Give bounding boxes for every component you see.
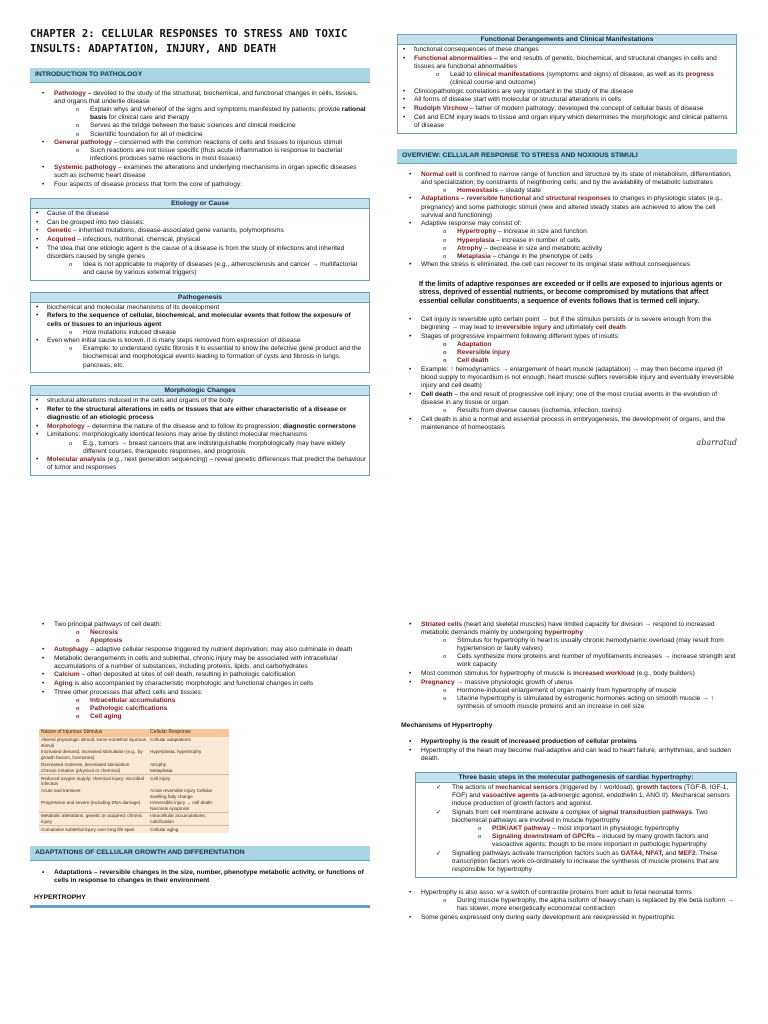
list-item: • Can be grouped into two classes: — [33, 219, 367, 227]
list-item: • structural alterations induced in the cells and organs of the body — [33, 397, 367, 405]
three-steps-heading: Three basic steps in the molecular pathogenesis of cardiac hypertrophy: — [415, 772, 737, 783]
table-row: Progressive and severe (including DNA damage) Irreversible injury → cell death Necrosis Apoptosis — [41, 800, 212, 811]
list-item: • Refer to the structural alterations in cells or tissues that are either characteristic of a disease or diagnostic of an etiologic process — [33, 406, 367, 422]
overview-list — [397, 171, 737, 270]
list-item: • Cell injury is reversible upto certain point → but if the stimulus persists or is severe enough from the beginning → may lead to irreversible injury and ultimately cell death — [397, 316, 737, 332]
list-item: • When the stress is eliminated, the cell can recover to its original state without consequences — [397, 261, 737, 269]
list-item: • Aging is also accompanied by characteristic morphologic and functional changes in cells — [30, 680, 370, 688]
intro-list — [30, 90, 370, 189]
list-item: o Results from diverse causes (ischemia, infection, toxins) — [421, 407, 737, 415]
list-item: o How mutations induced disease — [47, 329, 367, 337]
list-item: • Cell death – the end result of progressive cell injury; one of the most crucial events in the evolution of disease in any tissue or organ o Results from diverse causes (ischemia, infection, toxins) — [397, 391, 737, 415]
functional-box — [397, 34, 737, 134]
list-item: • Morphology – determine the nature of the disease and to follow its progression; diagnostic cornerstone — [33, 423, 367, 431]
adaptations-heading: ADAPTATIONS OF CELLULAR GROWTH AND DIFFERENTIATION — [30, 846, 370, 861]
list-item: • functional consequences of these changes — [400, 46, 734, 54]
right-column-lower — [397, 621, 737, 922]
list-item: o Homeostasis – steady state — [421, 187, 737, 195]
list-item: o Serves as the bridge between the basic sciences and clinical medicine — [54, 122, 370, 130]
adaptations-list — [30, 869, 370, 885]
list-item: o Necrosis — [54, 629, 370, 637]
list-item: o Cell aging — [54, 713, 370, 721]
table-header: Nature of Injurious Stimulus — [39, 729, 148, 737]
list-item: o Atrophy – decrease in size and metabolic activity — [421, 245, 737, 253]
list-item: o Adaptation — [421, 341, 737, 349]
section-divider — [30, 905, 370, 908]
list-item: o Hormone-induced enlargement of organ mainly from hypertrophy of muscle — [421, 687, 737, 695]
list-item: • Acquired – infectious, nutritional, chemical, physical — [33, 236, 367, 244]
overview-heading: OVERVIEW: CELLULAR RESPONSE TO STRESS AND NOXIOUS STIMULI — [397, 149, 737, 164]
list-item: o Apoptosis — [54, 637, 370, 645]
list-item: • All forms of disease start with molecular or structural alterations in cells — [400, 96, 734, 104]
table-row: Reduced oxygen supply; chemical injury; microbial infection Cell injury — [39, 775, 229, 788]
hypertrophy-list — [397, 621, 737, 711]
list-item: • Systemic pathology – examines the alterations and underlying mechanisms in organ specific diseases such as ischemic heart disease — [30, 164, 370, 180]
three-steps-box — [415, 772, 737, 878]
list-item: • Three other processes that affect cells and tissues: o Intracellular accumulations o Pathologic calcifications o Cell aging — [30, 689, 370, 721]
list-item: • Rudolph Virchow – father of modern pathology; developed the concept of cellular basis of disease — [400, 105, 734, 113]
list-item: o Pathologic calcifications — [54, 705, 370, 713]
list-item: • Limitations: morphologically identical lesions may arise by distinct molecular mechanisms o E.g., tumors → breast cancers that are indistinguishable morphologically may have widely different courses, therapeutic responses, and prognosis — [33, 431, 367, 455]
list-item: • Stages of progressive impairment following different types of insults: o Adaptation o Reversible injury o Cell death — [397, 333, 737, 365]
list-item: o Signaling downstream of GPCRs – induced by many growth factors and vasoactive agents; though to be more important in pathologic hypertrophy — [452, 833, 734, 849]
pathogenesis-box — [30, 292, 370, 374]
left-column-lower — [30, 621, 370, 908]
list-item: • Pregnancy → massive physiologic growth of uterus o Hormone-induced enlargement of organ mainly from hypertrophy of muscle o Uterine hypertrophy is stimulated by estrogenic hormones acting on smooth muscle → ↑ synthesis of smooth muscle proteins and an increase in cell size — [397, 679, 737, 711]
hypertrophy-heading: HYPERTROPHY — [34, 893, 86, 901]
list-item: o Hyperplasia – increase in number of cells — [421, 237, 737, 245]
list-item: • Two principal pathways of cell death: o Necrosis o Apoptosis — [30, 621, 370, 645]
list-item: • Clinicopathologic correlations are very important in the study of the disease — [400, 88, 734, 96]
list-item: • Four aspects of disease process that form the core of pathology: — [30, 181, 370, 189]
functional-heading: Functional Derangements and Clinical Manifestations — [397, 34, 737, 45]
list-item: o E.g., tumors → breast cancers that are indistinguishable morphologically may have widely different courses, therapeutic responses, and prognosis — [47, 440, 367, 456]
list-item: ✓ Signalling pathways activate transcription factors such as GATA4, NFAT, and MEF2. These transcription factors work co-ordinately to increase the synthesis of muscle proteins that are responsible for hypertrophy — [416, 850, 734, 874]
pathogenesis-heading: Pathogenesis — [30, 292, 370, 303]
list-item: • Functional abnormalities – the end results of genetic, biochemical, and structural changes in cells and tissues are functional abnormalities o Lead to clinical manifestations (symptoms and signs) of disease, as well as its progress (clinical course and outcome) — [400, 55, 734, 87]
list-item: • Example: ↑ hemodynamics → enlargement of heart muscle (adaptation) → may then become injured (if blood supply to myocardium is not enough, heart muscle suffers reversible injury and eventually irreversible injury and cell death) — [397, 366, 737, 390]
list-item: • Hypertrophy of the heart may become mal-adaptive and can lead to heart failure, arrhythmias, and sudden death. — [397, 747, 737, 763]
list-item: • Cell and ECM injury leads to tissue and organ injury which determines the morphologic and clinical patterns of disease — [400, 114, 734, 130]
list-item: o Cells synthesize more proteins and number of myofilaments increases → increase strength and work capacity — [421, 653, 737, 669]
list-item: • Cell death is also a normal and essential process in embryogenesis, the development of organs, and the maintenance of homeostasis — [397, 416, 737, 432]
list-item: o Stimulus for hypertrophy in heart is usually chronic hemodynamic overload (may result from hypertension or faulty valves) — [421, 637, 737, 653]
list-item: • Some genes expressed only during early development are reexpressed in hypertrophic — [397, 914, 737, 922]
list-item: o Reversible injury — [421, 349, 737, 357]
injurious-stimulus-figure — [39, 729, 370, 833]
list-item: ✓ Signals from cell membrane activate a complex of signal transduction pathways. Two biochemical pathways are involved in muscle hypertrophy o PI3K/AKT pathway – most important in physiologic hypertrophy o Signaling downstream of GPCRs – induced by many growth factors and vasoactive agents; though to be more important in pathologic hypertrophy — [416, 809, 734, 849]
table-row: Decreased nutrients, decreased stimulation Atrophy — [41, 761, 167, 767]
table-row: Metabolic alterations, genetic or acquired; chronic injury Intracellular accumulations; calcification — [39, 812, 229, 825]
cell-death-list — [30, 621, 370, 721]
etiology-heading: Etiology or Cause — [30, 198, 370, 209]
list-item: o Cell death — [421, 357, 737, 365]
list-item: o Such reactions are not tissue specific (thus acute inflammation is response to bacterial infections produces same reactions in most tissues) — [54, 147, 370, 163]
table-row: Altered physiologic stimuli; some nonlethal injurious stimuli Cellular adaptations — [41, 737, 191, 748]
list-item: o Example: to understand cystic fibrosis it is essential to know the defective gene product and the biochemical and morphological events leading to formation of cysts and fibrosis in lungs, pancreas, etc. — [47, 345, 367, 369]
list-item: • Metabolic derangements in cells and sublethal, chronic injury may be associated with intracellular accumulations of a number of substances, including proteins, lipids, and carbohydrates — [30, 655, 370, 671]
list-item: • Normal cell is confined to narrow range of function and structure by its state of metabolism, differentiation, and specialization; by constraints of neighboring cells; and by the availability of metabolic substrates o Homeostasis – steady state — [397, 171, 737, 195]
list-item: • Hypertrophy is also asso. w/ a switch of contractile proteins from adult to fetal neonatal forms o During muscle hypertrophy, the alpha isoform of heavy chain is replaced by the beta isoform → has slower, more energetically economical contraction — [397, 889, 737, 913]
list-item: • Adaptations – reversible functional and structural responses to changes in physiologic states (e.g., pregnancy) and some pathologic stimuli (new and altered steady states are achieved to allow the cell survival and functioning) — [397, 195, 737, 219]
left-column-upper — [30, 27, 370, 476]
chapter-title: CHAPTER 2: CELLULAR RESPONSES TO STRESS AND TOXIC INSULTS: ADAPTATION, INJURY, AND DEATH — [30, 28, 348, 55]
list-item: • Autophagy – adaptive cellular response triggered by nutrient deprivation; may also culminate in death — [30, 646, 370, 654]
cell-injury-list — [397, 316, 737, 432]
list-item: o Lead to clinical manifestations (symptoms and signs) of disease, as well as its progress (clinical course and outcome) — [414, 71, 734, 87]
list-item: • Pathology – devoted to the study of the structural, biochemical, and functional changes in cells, tissues, and organs that underlie disease o Explain whys and whereof of the signs and symptoms manifested by patients; provide rational basis for clinical care and therapy o Serves as the bridge between the basic sciences and clinical medicine o Scientific foundation for all of medicine — [30, 90, 370, 139]
list-item: o PI3K/AKT pathway – most important in physiologic hypertrophy — [452, 825, 734, 833]
list-item: • Genetic – inherited mutations, disease-associated gene variants, polymorphisms — [33, 227, 367, 235]
table-row: Increased demand, increased stimulation (e.g., by growth factors, hormones) Hyperplasia, hypertrophy — [41, 749, 202, 760]
table-header: Cellular Response — [148, 729, 229, 737]
morphologic-heading: Morphologic Changes — [30, 385, 370, 396]
list-item: o Intracellular accumulations — [54, 697, 370, 705]
intro-heading: INTRODUCTION TO PATHOLOGY — [30, 68, 370, 83]
list-item: o Hypertrophy – increase in size and function — [421, 228, 737, 236]
author-signature: abarratud — [696, 437, 737, 447]
list-item: • Most common stimulus for hypertrophy of muscle is increased workload (e.g., body builders) — [397, 670, 737, 678]
list-item: • Striated cells (heart and skeletal muscles) have limited capacity for division → respond to increased metabolic demands mainly by undergoing hypertrophy o Stimulus for hypertrophy in heart is usually chronic hemodynamic overload (may result from hypertension or faulty valves) o Cells synthesize more proteins and number of myofilaments increases → increase strength and work capacity — [397, 621, 737, 670]
etiology-box — [30, 198, 370, 281]
list-item: • The idea that one etiologic agent is the cause of a disease is from the study of infections and inherited disorders caused by single genes o Idea is not applicable to majority of diseases (e.g., atherosclerosis and cancer → multifactorial and cause by various external triggers) — [33, 245, 367, 277]
list-item: • Molecular analysis (e.g., next generation sequencing) – reveal genetic differences that predict the behaviour of tumor and responses — [33, 456, 367, 472]
right-column-upper — [397, 34, 737, 447]
mechanisms-list — [397, 738, 737, 763]
table-row: Cumulative sublethal injury over long life span Cellular aging — [39, 826, 229, 833]
list-item: o Metaplasia – change in the phenotype of cells — [421, 253, 737, 261]
cell-injury-paragraph: If the limits of adaptive responses are exceeded or if cells are exposed to injurious agents or stress, deprived of essential nutrients, or become compromised by mutations that affect essential cellular constituents, a sequence of events follows that is termed cell injury. — [419, 280, 723, 305]
list-item: o During muscle hypertrophy, the alpha isoform of heavy chain is replaced by the beta isoform → has slower, more energetically economical contraction — [421, 897, 737, 913]
table-row: Chronic irritation (physical or chemical) Metaplasia — [41, 768, 173, 774]
list-item: • Adaptive response may consist of: o Hypertrophy – increase in size and function o Hyperplasia – increase in number of cells o Atrophy – decrease in size and metabolic activity o Metaplasia – change in the phenotype of cells — [397, 220, 737, 260]
list-item: • Calcium – often deposited at sites of cell death, resulting in pathologic calcification — [30, 671, 370, 679]
list-item: • biochemical and molecular mechanisms of its development — [33, 304, 367, 312]
list-item: ✓ The actions of mechanical sensors (triggered by ↑ workload), growth factors (TGF-B, IGF-1, FGF) and vasoactive agents (a-adrenergic agonist, endothelin 1, ANG II). Mechanical sensors induce production of growth factors and agonist. — [416, 784, 734, 808]
list-item: • General pathology – concerned with the common reactions of cells and tissues to injurious stimuli o Such reactions are not tissue specific (thus acute inflammation is response to bacterial infections produces same reactions in most tissues) — [30, 139, 370, 163]
list-item: • Refers to the sequence of cellular, biochemical, and molecular events that follow the exposure of cells or tissues to an injurious agent o How mutations induced disease — [33, 312, 367, 336]
list-item: o Scientific foundation for all of medicine — [54, 131, 370, 139]
table-row: Acute and transient Acute reversible injury Cellular swelling fatty change — [41, 787, 213, 799]
list-item: o Explain whys and whereof of the signs and symptoms manifested by patients; provide rational basis for clinical care and therapy — [54, 106, 370, 122]
list-item: • Hypertrophy is the result of increased production of cellular proteins — [397, 738, 737, 746]
injurious-stimulus-table — [39, 729, 229, 833]
list-item: • Adaptations – reversible changes in the size, number, phenotype metabolic activity, or functions of cells in response to changes in their environment — [30, 869, 370, 885]
list-item: o Uterine hypertrophy is stimulated by estrogenic hormones acting on smooth muscle → ↑ synthesis of smooth muscle proteins and an increase in cell size — [421, 695, 737, 711]
list-item: o Idea is not applicable to majority of diseases (e.g., atherosclerosis and cancer → multifactorial and cause by various external triggers) — [47, 261, 367, 277]
isoform-list — [397, 889, 737, 922]
list-item: • Cause of the disease — [33, 210, 367, 218]
morphologic-box — [30, 385, 370, 476]
list-item: • Even when initial cause is known, it is many steps removed from expression of disease o Example: to understand cystic fibrosis it is essential to know the defective gene product and the biochemical and morphological events leading to formation of cysts and fibrosis in lungs, pancreas, etc. — [33, 337, 367, 369]
mechanisms-heading: Mechanisms of Hypertrophy — [401, 722, 493, 730]
